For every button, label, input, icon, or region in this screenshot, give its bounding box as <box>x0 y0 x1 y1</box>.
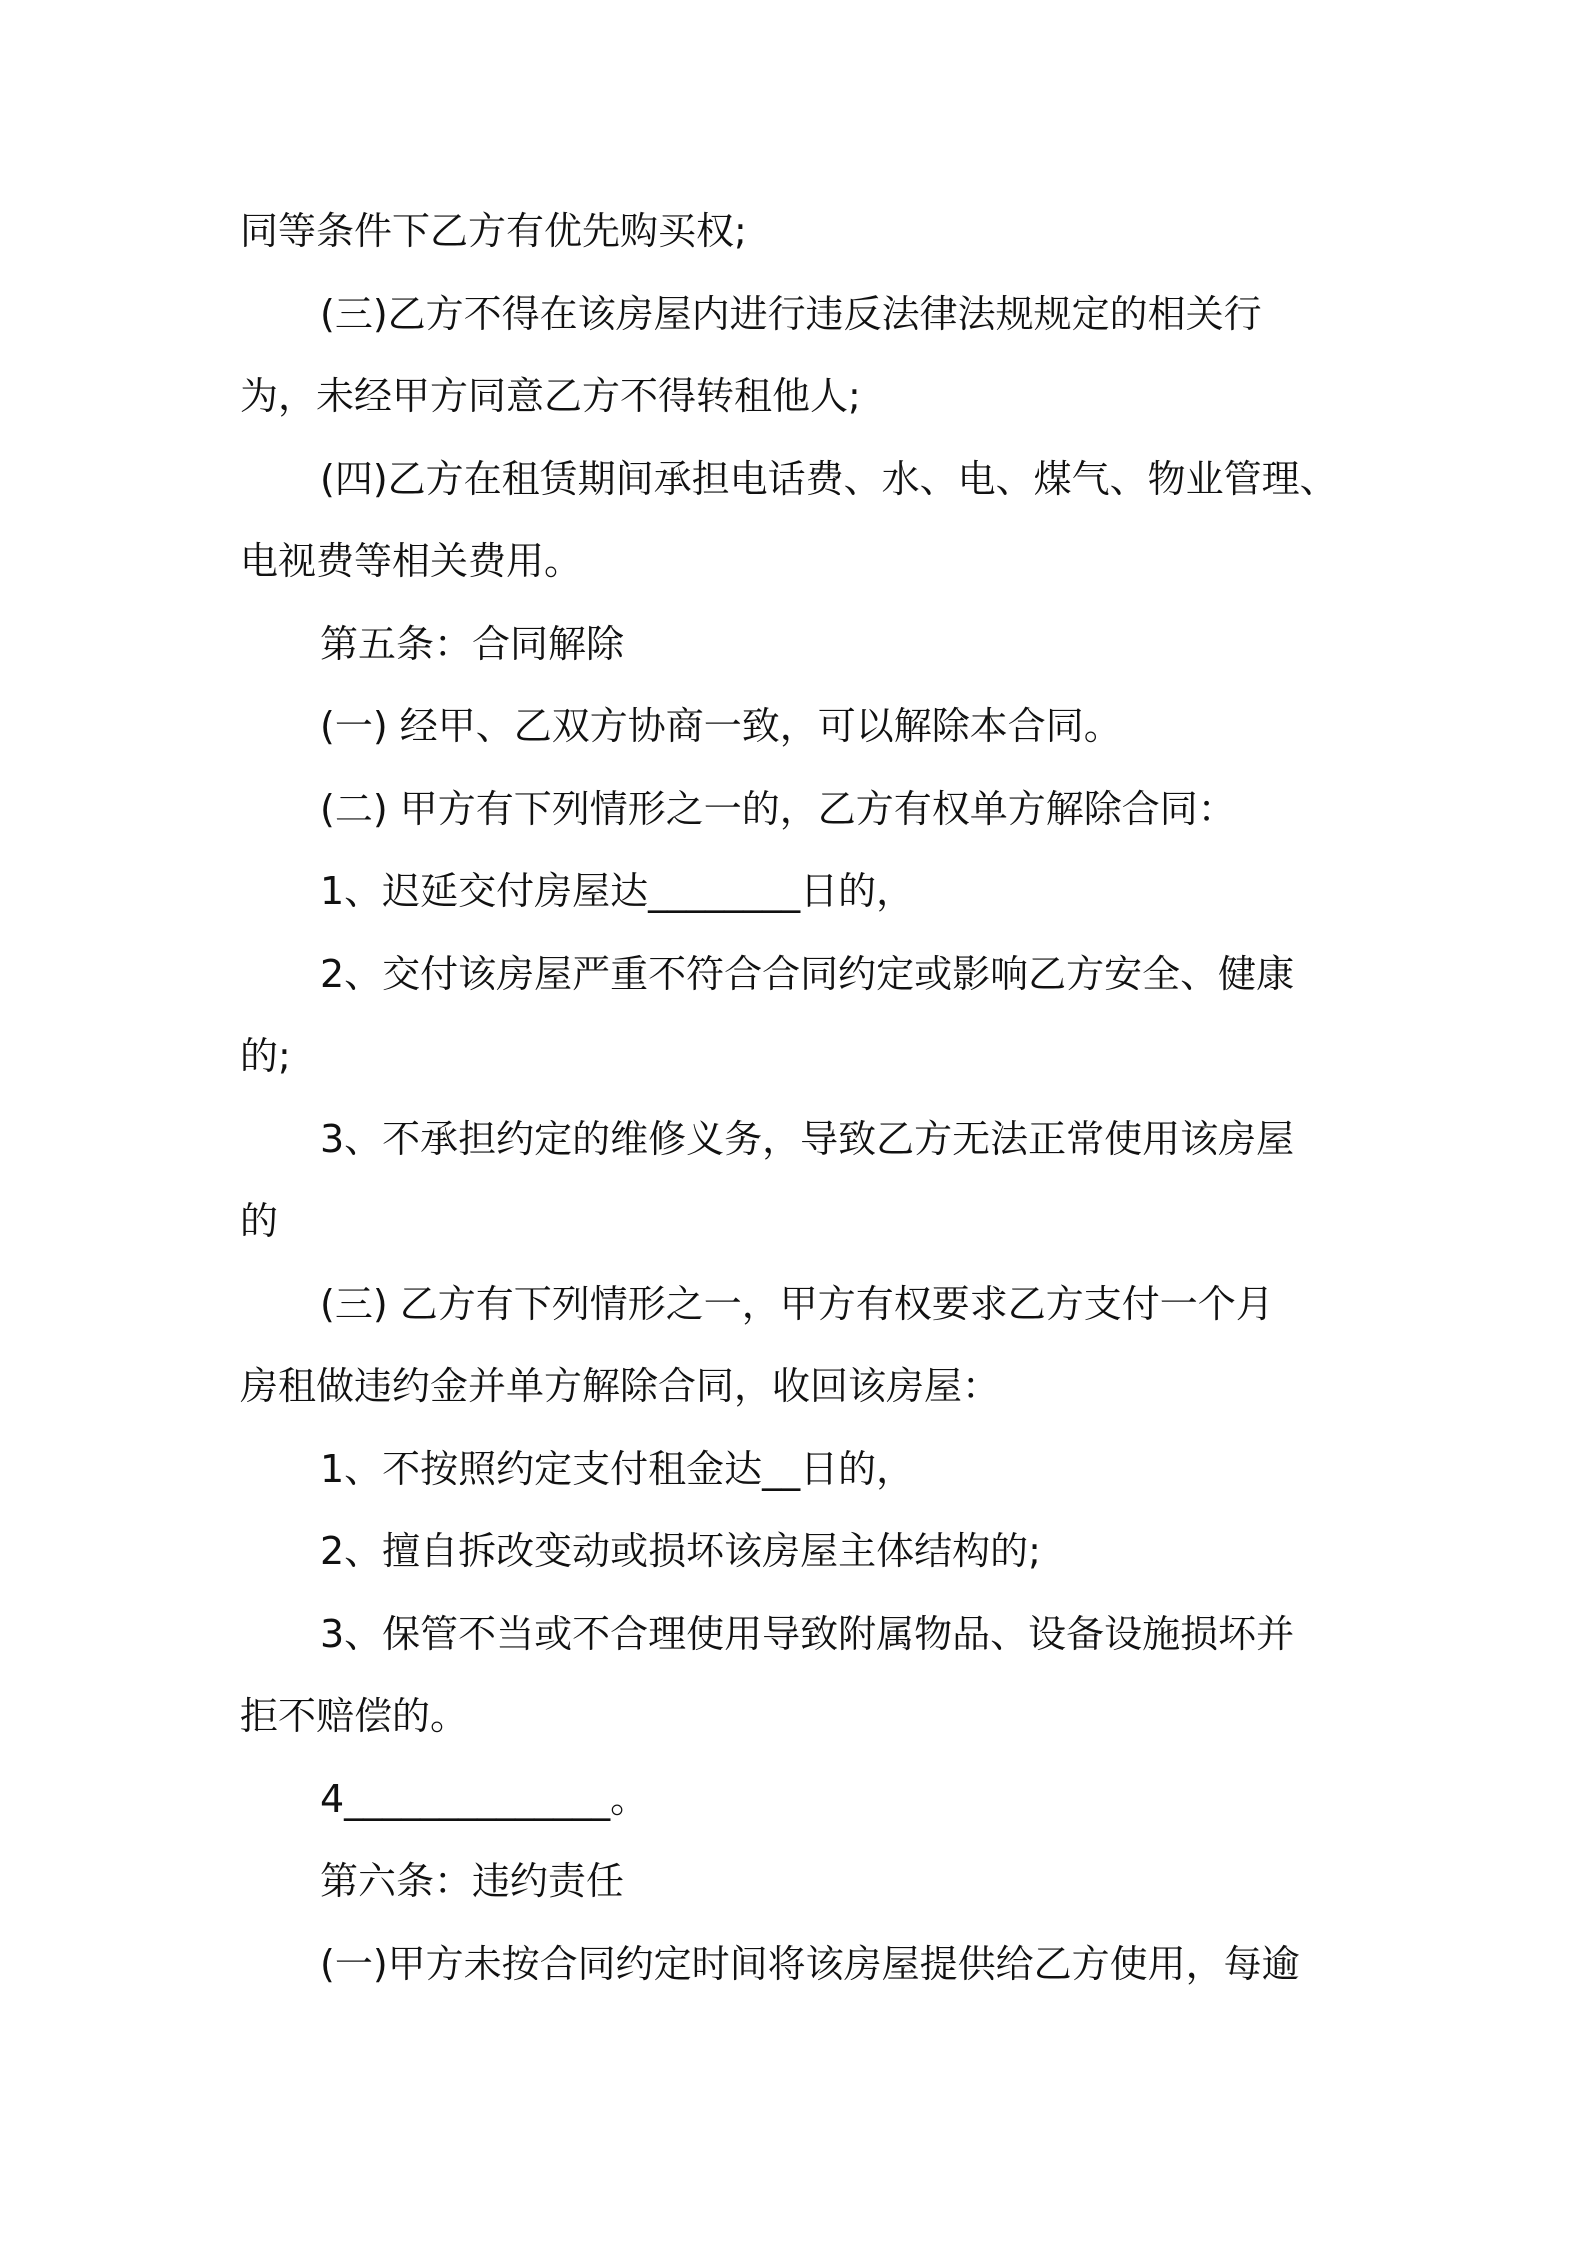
text-line: 的 <box>240 1199 279 1243</box>
text-line: 2、交付该房屋严重不符合合同约定或影响乙方安全、健康 <box>320 951 1295 996</box>
text-line: (一)甲方未按合同约定时间将该房屋提供给乙方使用，每逾 <box>320 1941 1300 1986</box>
text-line: (三)乙方不得在该房屋内进行违反法律法规规定的相关行 <box>320 291 1262 336</box>
text-line: 1、迟延交付房屋达________日的， <box>320 869 915 913</box>
contract-text-body <box>240 190 1350 2005</box>
text-line: 4______________。 <box>320 1776 649 1821</box>
text-line: 的; <box>240 1034 291 1078</box>
text-line: 1、不按照约定支付租金达__日的， <box>320 1446 915 1491</box>
text-line: 第五条：合同解除 <box>320 621 625 666</box>
text-line: 2、擅自拆改变动或损坏该房屋主体结构的; <box>320 1529 1041 1573</box>
text-line: 第六条：违约责任 <box>320 1859 625 1903</box>
text-line: (三) 乙方有下列情形之一，甲方有权要求乙方支付一个月 <box>320 1281 1274 1326</box>
text-line: 电视费等相关费用。 <box>240 539 583 583</box>
text-line: (一) 经甲、乙双方协商一致，可以解除本合同。 <box>320 704 1122 748</box>
text-line: 为，未经甲方同意乙方不得转租他人; <box>240 374 861 418</box>
text-line: 同等条件下乙方有优先购买权; <box>240 209 747 253</box>
text-line: 拒不赔偿的。 <box>240 1694 469 1738</box>
text-line: 3、不承担约定的维修义务，导致乙方无法正常使用该房屋 <box>320 1116 1295 1161</box>
text-line: 3、保管不当或不合理使用导致附属物品、设备设施损坏并 <box>320 1611 1295 1656</box>
text-line: (四)乙方在租赁期间承担电话费、水、电、煤气、物业管理、 <box>320 456 1338 501</box>
text-line: 房租做违约金并单方解除合同，收回该房屋： <box>240 1364 1001 1408</box>
text-line: (二) 甲方有下列情形之一的，乙方有权单方解除合同： <box>320 786 1236 831</box>
